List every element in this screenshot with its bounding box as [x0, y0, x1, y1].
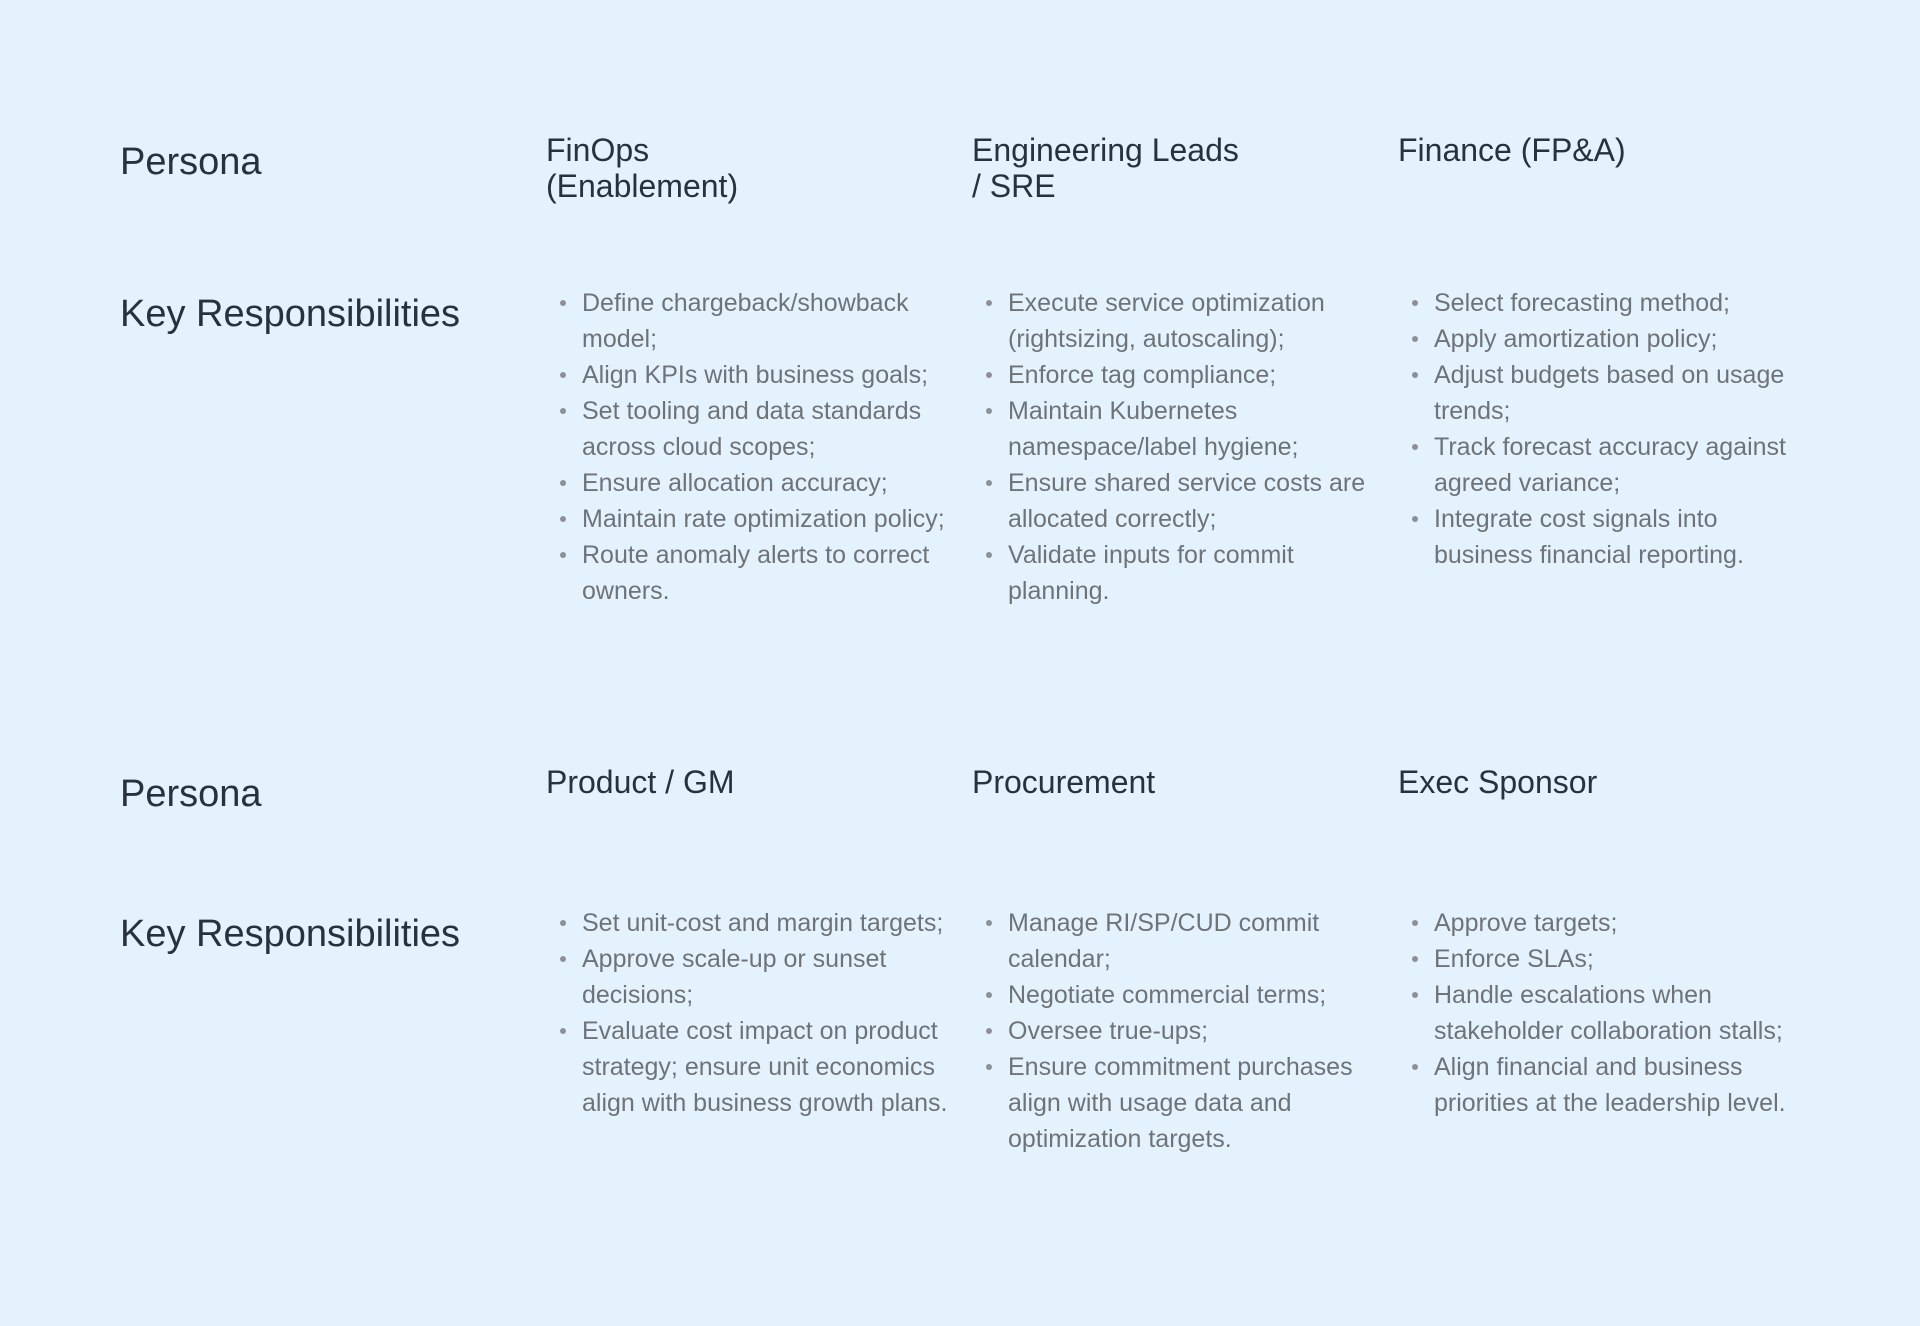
- responsibilities-list-exec-sponsor: [1398, 905, 1800, 1121]
- persona-name-line: FinOps: [546, 132, 650, 168]
- persona-product-gm: Product / GM: [546, 764, 735, 800]
- list-item: Select forecasting method;: [1398, 285, 1800, 321]
- list-item: Adjust budgets based on usage trends;: [1398, 357, 1800, 429]
- persona-finance-fpa: Finance (FP&A): [1398, 132, 1626, 168]
- responsibilities-list-procurement: [972, 905, 1374, 1157]
- list-item: Enforce tag compliance;: [972, 357, 1374, 393]
- list-item: Set tooling and data standards across cloud scopes;: [546, 393, 948, 465]
- persona-procurement: Procurement: [972, 764, 1156, 800]
- list-item: Negotiate commercial terms;: [972, 977, 1374, 1013]
- list-item: Manage RI/SP/CUD commit calendar;: [972, 905, 1374, 977]
- list-item: Define chargeback/showback model;: [546, 285, 948, 357]
- list-item: Integrate cost signals into business financial reporting.: [1398, 501, 1800, 573]
- list-item: Handle escalations when stakeholder collaboration stalls;: [1398, 977, 1800, 1049]
- list-item: Track forecast accuracy against agreed variance;: [1398, 429, 1800, 501]
- list-item: Oversee true-ups;: [972, 1013, 1374, 1049]
- persona-name-line: / SRE: [972, 168, 1056, 204]
- persona-name-line: (Enablement): [546, 168, 739, 204]
- list-item: Execute service optimization (rightsizing, autoscaling);: [972, 285, 1374, 357]
- responsibilities-list-engineering-leads-sre: [972, 285, 1374, 609]
- responsibilities-row-label: Key Responsibilities: [120, 913, 461, 955]
- persona-exec-sponsor: Exec Sponsor: [1398, 764, 1598, 800]
- persona-row-label: Persona: [120, 773, 262, 815]
- list-item: Maintain Kubernetes namespace/label hygiene;: [972, 393, 1374, 465]
- responsibilities-row-label: Key Responsibilities: [120, 293, 461, 335]
- list-item: Route anomaly alerts to correct owners.: [546, 537, 948, 609]
- list-item: Maintain rate optimization policy;: [546, 501, 948, 537]
- responsibilities-list-finance-fpa: [1398, 285, 1800, 573]
- persona-row-label: Persona: [120, 141, 262, 183]
- persona-name-line: Engineering Leads: [972, 132, 1239, 168]
- list-item: Enforce SLAs;: [1398, 941, 1800, 977]
- responsibilities-list-finops: [546, 285, 948, 609]
- list-item: Align financial and business priorities at the leadership level.: [1398, 1049, 1800, 1121]
- list-item: Approve targets;: [1398, 905, 1800, 941]
- list-item: Validate inputs for commit planning.: [972, 537, 1374, 609]
- list-item: Align KPIs with business goals;: [546, 357, 948, 393]
- list-item: Ensure commitment purchases align with usage data and optimization targets.: [972, 1049, 1374, 1157]
- responsibilities-list-product-gm: [546, 905, 948, 1121]
- list-item: Ensure shared service costs are allocated correctly;: [972, 465, 1374, 537]
- list-item: Set unit-cost and margin targets;: [546, 905, 948, 941]
- list-item: Approve scale-up or sunset decisions;: [546, 941, 948, 1013]
- list-item: Evaluate cost impact on product strategy; ensure unit economics align with business growth plans.: [546, 1013, 948, 1121]
- list-item: Apply amortization policy;: [1398, 321, 1800, 357]
- list-item: Ensure allocation accuracy;: [546, 465, 948, 501]
- persona-finops: [546, 132, 886, 204]
- persona-engineering-leads-sre: [972, 132, 1312, 204]
